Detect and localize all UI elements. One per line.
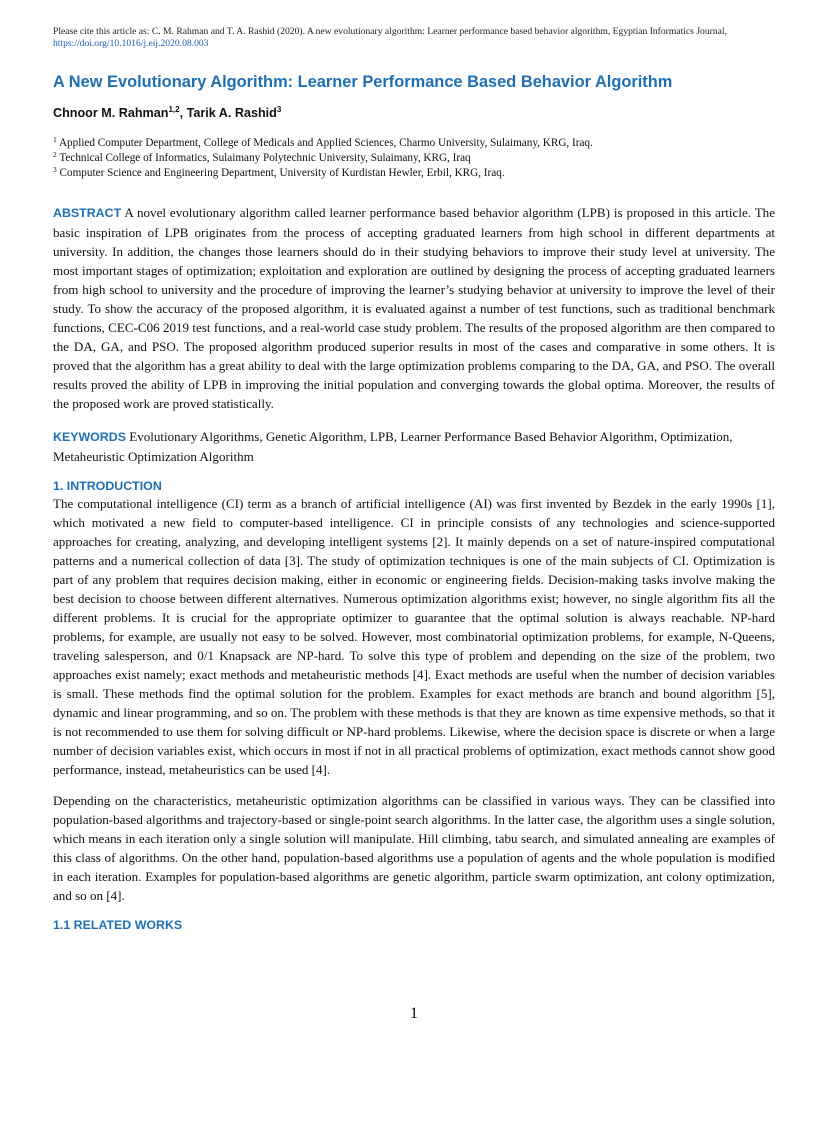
citation-text: Please cite this article as: C. M. Rahman and T. A. Rashid (2020). A new evolutionary algorithm: Learner performance based behavior algorithm, Egyptian Informatics Journal, (53, 26, 727, 37)
page-number: 1 (410, 1005, 418, 1022)
paper-page (53, 26, 775, 933)
affiliation-item (53, 151, 775, 166)
affiliation-text: Computer Science and Engineering Department, University of Kurdistan Hewler, Erbil, KRG, Iraq. (59, 167, 505, 179)
introduction-heading: 1. INTRODUCTION (53, 479, 162, 493)
affiliation-mark: 2 (53, 150, 57, 159)
abstract-paragraph (53, 203, 775, 413)
affiliation-text: Technical College of Informatics, Sulaimany Polytechnic University, Sulaimany, KRG, Iraq (59, 152, 471, 164)
introduction-paragraph: Depending on the characteristics, metaheuristic optimization algorithms can be classified in various ways. They can be classified into population-based algorithms and trajectory-based or single-point search algorithms. In the latter case, the algorithm uses a single solution, which means in each iteration only a single solution will manipulate. Hill climbing, tabu search, and simulated annealing are examples of this class of algorithms. On the other hand, population-based algorithms use a population of agents and the whole population is modified in each iteration. Examples for population-based algorithms are genetic algorithm, particle swarm optimization, ant colony optimization, and so on [4]. (53, 793, 775, 903)
paper-title: A New Evolutionary Algorithm: Learner Performance Based Behavior Algorithm (53, 73, 673, 91)
author-affiliation-mark: 3 (276, 105, 282, 114)
abstract-text: A novel evolutionary algorithm called learner performance based behavior algorithm (LPB) is proposed in this article. The basic inspiration of LPB originates from the process of accepting graduated learners from high school in different departments at university. In addition, the changes those learners should do in their studying behaviors to improve their study level at university. The most important stages of optimization; exploitation and exploration are outlined by designing the process of accepting graduated learners from high school to university and the procedure of improving the learner’s studying behavior at university to improve the level of their study. To show the accuracy of the proposed algorithm, it is evaluated against a number of test functions, such as traditional benchmark functions, CEC-C06 2019 test functions, and a real-world case study problem. The results of the proposed algorithm are then compared to the DA, GA, and PSO. The proposed algorithm produced superior results in most of the cases and comparative in some others. It is proved that the algorithm has a great ability to deal with the large optimization problems comparing to the DA, GA, and PSO. The overall results proved the ability of LPB in improving the initial population and converging towards the global optima. Moreover, the results of the proposed work are proved statistically. (53, 205, 775, 411)
author-list (53, 105, 775, 121)
affiliation-text: Applied Computer Department, College of Medicals and Applied Sciences, Charmo University, Sulaimany, KRG, Iraq. (58, 137, 593, 149)
author-name: Tarik A. Rashid (186, 106, 277, 120)
author-name: Chnoor M. Rahman (53, 106, 169, 120)
affiliation-item (53, 166, 775, 181)
keywords-label: KEYWORDS (53, 430, 126, 444)
abstract-label: ABSTRACT (53, 206, 122, 220)
author-separator: , (179, 106, 187, 120)
doi-link[interactable]: https://doi.org/10.1016/j.eij.2020.08.003 (53, 38, 209, 49)
author-affiliation-mark: 1,2 (168, 105, 180, 114)
affiliation-mark: 1 (53, 135, 57, 144)
keywords-paragraph (53, 427, 775, 466)
keywords-text: Evolutionary Algorithms, Genetic Algorithm, LPB, Learner Performance Based Behavior Algorithm, Optimization, Metaheuristic Optimization Algorithm (53, 429, 733, 464)
related-works-heading: 1.1 RELATED WORKS (53, 918, 183, 932)
affiliation-item (53, 136, 775, 151)
introduction-paragraph: The computational intelligence (CI) term as a branch of artificial intelligence (AI) was first invented by Bezdek in the early 1990s [1], which motivated a new field to computer-based intelligence. CI in principle consists of any technologies and science-supported approaches for creating, analyzing, and developing intelligent systems [2]. It mainly depends on a set of nature-inspired computational patterns and a numerical collection of data [3]. The study of optimization techniques is one of the main subjects of CI. Optimization is part of any problem that requires decision making, either in economic or engineering fields. Decision-making tasks involve making the best decision to choose between different alternatives. Numerous optimization algorithms exist; however, no single algorithm fits all the different problems. It is crucial for the appropriate optimizer to guarantee that the optimal solution is always reachable. NP-hard problems, for example, are usually not easy to be solved. However, most combinatorial optimization problems, for example, N-Queens, traveling salesperson, and 0/1 Knapsack are NP-hard. To solve this type of problem and depending on the size of the problem, two approaches exist namely; exact methods and metaheuristic methods [4]. Exact methods are useful when the number of decision variables is small. These methods find the optimal solution for the problem. Examples for exact methods are branch and bound algorithm [5], dynamic and linear programming, and so on. The problem with these methods is that they are known as time expensive methods, so that it is not recommended to use them for solving difficult or NP-hard problems. Likewise, where the decision space is discrete or when a large number of decision variables exist, which occurs in most if not in all practical problems of optimization, exact methods cannot show good performance, instead, metaheuristics can be used [4]. (53, 496, 775, 777)
citation-note (53, 26, 775, 50)
affiliation-list (53, 136, 775, 181)
affiliation-mark: 3 (53, 165, 57, 174)
